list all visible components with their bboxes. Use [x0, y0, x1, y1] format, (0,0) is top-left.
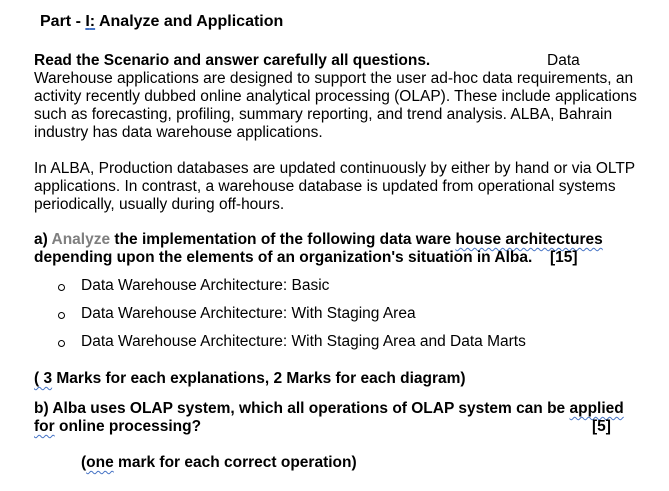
operation-marks-note: (one mark for each correct operation) [81, 454, 357, 471]
paragraph-2: In ALBA, Production databases are updated continuously by either by hand or via OLTP applications. In contrast, a warehouse database is updated from operational systems periodically, usually during off-hours. [34, 160, 635, 213]
bullet-item-3: Data Warehouse Architecture: With Staging Area and Data Marts [81, 333, 526, 350]
marks-note: ( 3 Marks for each explanations, 2 Marks for each diagram) [34, 370, 466, 387]
bullet-circle-icon [58, 284, 65, 291]
question-b-line2: for online processing? [34, 418, 202, 435]
bullet-item-1: Data Warehouse Architecture: Basic [81, 277, 330, 294]
analyze-verb: Analyze [51, 231, 111, 248]
question-a-marks: [15] [550, 249, 578, 266]
question-b-marks: [5] [592, 418, 611, 435]
para1-first-word: Data [547, 52, 580, 69]
bullet-circle-icon [58, 340, 65, 347]
section-title: Part - I: Analyze and Application [40, 13, 284, 30]
question-b-line1: b) Alba uses OLAP system, which all operations of OLAP system can be applied [34, 400, 624, 417]
paragraph-1: Warehouse applications are designed to support the user ad-hoc data requirements, an activity recently dubbed online analytical processing (OLAP). These include applications such as forecasting, profiling, summary reporting, and trend analysis. ALBA, Bahrain industry has data warehouse applications. [34, 70, 637, 141]
bullet-circle-icon [58, 312, 65, 319]
bullet-item-2: Data Warehouse Architecture: With Staging Area [81, 305, 416, 322]
question-a-line1: a) Analyze the implementation of the following data ware house architectures [34, 231, 603, 248]
underlined-phrase: house architectures [455, 231, 603, 248]
part-number: I [85, 13, 90, 30]
instruction: Read the Scenario and answer carefully all questions. [34, 52, 431, 69]
question-a-line2: depending upon the elements of an organization's situation in Alba. [34, 249, 533, 266]
